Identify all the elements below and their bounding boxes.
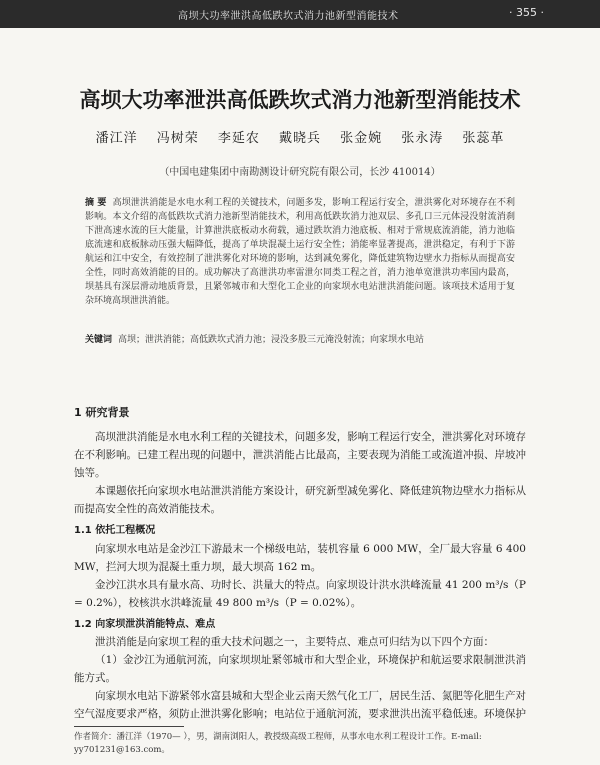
paragraph-difficulty-1-detail: 向家坝水电站下游紧邻水富县城和大型企业云南天然气化工厂，居民生活、氮肥等化肥生产对空气湿度要求严格，须防止泄洪雾化影响；电站位于通航河流，要求泄洪出流平稳低速。环境保护 <box>74 690 526 720</box>
running-title: 高坝大功率泄洪高低跌坎式消力池新型消能技术 <box>178 11 399 22</box>
paragraph-difficulty-1: （1）金沙江为通航河流，向家坝坝址紧邻城市和大型企业，环境保护和航运要求限制泄洪消能方式。 <box>74 654 526 684</box>
paragraph-difficulties-intro: 泄洪消能是向家坝工程的重大技术问题之一，主要特点、难点可归结为以下四个方面： <box>95 636 494 648</box>
abstract <box>85 196 515 308</box>
keywords-label: 关键词 <box>85 335 113 345</box>
affiliation: （中国电建集团中南勘测设计研究院有限公司，长沙 410014） <box>159 167 441 178</box>
abstract-text: 高坝泄洪消能是水电水利工程的关键技术，问题多发，影响工程运行安全，泄洪雾化对环境存在不利影响。本文介绍的高低跌坎式消力池新型消能技术，利用高低跌坎消力池双层、多孔口三元体浸没射流消刹下泄高速水流的巨大能量，计算泄洪底板动水荷载，通过跌坎消力池底板、相对于常规底流消能，消力池临底流速和底板脉动压强大幅降低，提高了单块混凝土运行安全性；消能率显著提高，泄洪稳定，有利于下游航运和江中安全，有效控制了泄洪雾化对环境的影响，达到减免雾化，降低建筑物边壁水力指标从而提高安全性，同时高效消能的目的。成功解决了高泄洪功率雷泄尔同类工程之首，消力池单宽泄洪功率国内最高，坝基具有深层滑动地质背景，且紧邻城市和大型化工企业的向家坝水电站泄洪消能问题。该项技术适用于复杂环境高坝泄洪消能。 <box>85 198 515 306</box>
subsection-heading-1-2: 1.2 向家坝泄洪消能特点、难点 <box>74 619 216 630</box>
author-footnote <box>74 731 526 757</box>
paper-title: 高坝大功率泄洪高低跌坎式消力池新型消能技术 <box>79 88 521 112</box>
subsection-heading-1-1: 1.1 依托工程概况 <box>74 525 156 536</box>
page-number: · 355 · <box>509 6 544 19</box>
keywords <box>85 333 515 347</box>
running-header <box>0 0 600 28</box>
paragraph-project-overview: 向家坝水电站是金沙江下游最末一个梯级电站，装机容量 6 000 MW，全厂最大容量 6 400 MW，拦河大坝为混凝土重力坝，最大坝高 162 m。 <box>74 543 526 573</box>
section-heading-1: 1 研究背景 <box>74 406 130 419</box>
keywords-text: 高坝；泄洪消能；高低跌坎式消力池；浸没多股三元淹没射流；向家坝水电站 <box>118 335 425 345</box>
paragraph-background-2: 本课题依托向家坝水电站泄洪消能方案设计，研究新型减免雾化、降低建筑物边壁水力指标从而提高安全性的高效消能技术。 <box>74 485 526 515</box>
author-list: 潘江洋 冯树荣 李延农 戴晓兵 张金婉 张永涛 张蕊革 <box>95 131 505 146</box>
footnote-rule <box>74 726 184 727</box>
footnote-email: yy701231@163.com。 <box>74 745 170 755</box>
footnote-text: 作者简介：潘江洋（1970— ），男，湖南浏阳人，教授级高级工程师，从事水电水利工程设计工作。E-mail: <box>74 732 482 742</box>
paragraph-flood-data: 金沙江洪水具有量水高、功时长、洪量大的特点。向家坝设计洪水洪峰流量 41 200 m³/s（P = 0.2%），校核洪水洪峰流量 49 800 m³/s（P = 0.02%）。 <box>74 579 526 609</box>
paragraph-background-1: 高坝泄洪消能是水电水利工程的关键技术，问题多发，影响工程运行安全，泄洪雾化对环境存在不利影响。已建工程出现的问题中，泄洪消能占比最高，主要表现为消能工或流道冲损、岸坡冲蚀等。 <box>74 431 526 479</box>
abstract-label: 摘 要 <box>85 198 107 208</box>
